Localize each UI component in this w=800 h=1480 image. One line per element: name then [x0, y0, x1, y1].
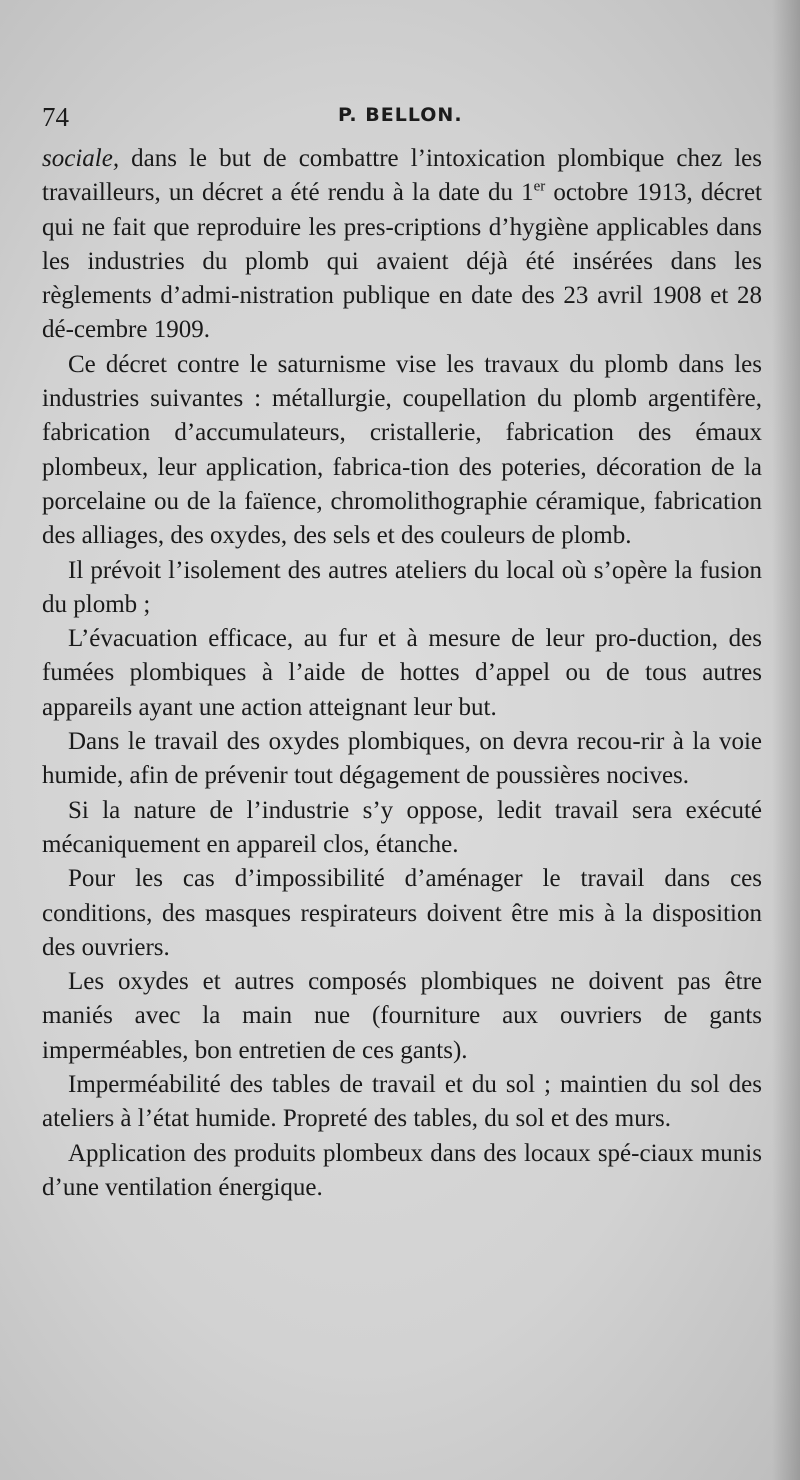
- running-head: P. BELLON.: [338, 104, 463, 126]
- paragraph-1-text-b: octobre 1913, décret qui ne fait que reproduire les pres-criptions d’hygiène applicables dans les industries du plomb qui avaient déjà été insérées dans les règlements d’admi-nistration publique en date des 23 avril 1908 et 28 dé-cembre 1909.: [42, 179, 762, 344]
- page-header: [42, 100, 762, 134]
- paragraph-3: Il prévoit l’isolement des autres ateliers du local où s’opère la fusion du plomb ;: [42, 556, 762, 618]
- page-number: 74: [42, 102, 69, 132]
- paragraph-6: Si la nature de l’industrie s’y oppose, ledit travail sera exécuté mécaniquement en appareil clos, étanche.: [42, 796, 762, 858]
- paragraph-2: Ce décret contre le saturnisme vise les travaux du plomb dans les industries suivantes : métallurgie, coupellation du plomb argentifère, fabrication d’accumulateurs, cristallerie, fabrication des émaux plombeux, leur application, fabrica-tion des poteries, décoration de la porcelaine ou de la faïence, chromolithographie céramique, fabrication des alliages, des oxydes, des sels et des couleurs de plomb.: [42, 350, 762, 550]
- paragraph-8: Les oxydes et autres composés plombiques ne doivent pas être maniés avec la main nue (fourniture aux ouvriers de gants imperméables, bon entretien de ces gants).: [42, 968, 762, 1064]
- paragraph-10: Application des produits plombeux dans des locaux spé-ciaux munis d’une ventilation énergique.: [42, 1139, 762, 1201]
- page-spine-shadow: [772, 0, 800, 1480]
- paragraph-5: Dans le travail des oxydes plombiques, on devra recou-rir à la voie humide, afin de prévenir tout dégagement de poussières nocives.: [42, 728, 762, 790]
- body-text: [42, 142, 762, 1205]
- italic-word: sociale,: [42, 145, 120, 172]
- paragraph-9: Imperméabilité des tables de travail et du sol ; maintien du sol des ateliers à l’état humide. Propreté des tables, du sol et des murs.: [42, 1071, 762, 1133]
- paragraph-7: Pour les cas d’impossibilité d’aménager le travail dans ces conditions, des masques respirateurs doivent être mis à la disposition des ouvriers.: [42, 865, 762, 961]
- paragraph-1: [42, 142, 762, 348]
- superscript-er: er: [533, 178, 546, 195]
- paragraph-4: L’évacuation efficace, au fur et à mesure de leur pro-duction, des fumées plombiques à l’aide de hottes d’appel ou de tous autres appareils ayant une action atteignant leur but.: [42, 625, 762, 721]
- paragraph-1-text-a: dans le but de combattre l’intoxication plombique chez les travailleurs, un décret a été rendu à la date du 1: [42, 145, 762, 207]
